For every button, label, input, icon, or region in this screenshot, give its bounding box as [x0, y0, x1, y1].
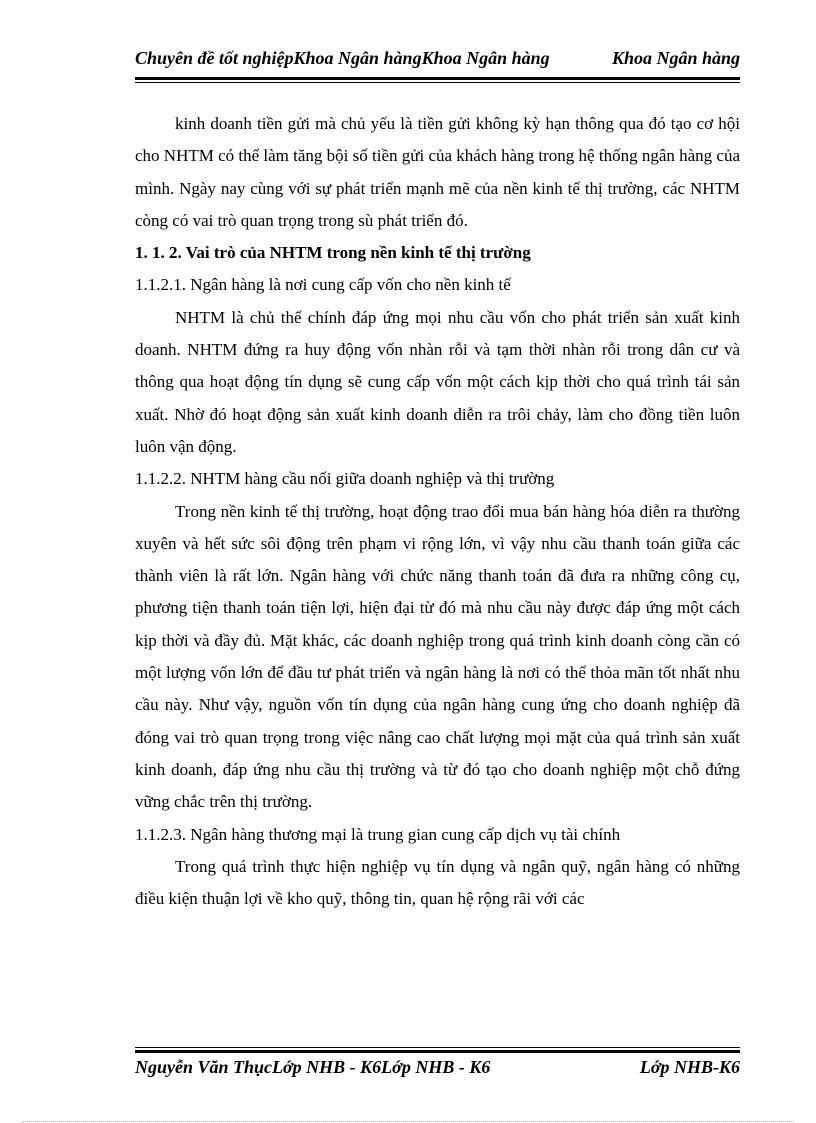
header-rule-thin: [135, 82, 740, 83]
subsection-heading-2: 1.1.2.2. NHTM hàng cầu nối giữa doanh nghiệp và thị trường: [135, 469, 555, 489]
footer-rule-thin: [135, 1047, 740, 1048]
header-right-text: Khoa Ngân hàng: [611, 48, 740, 68]
subsection-heading-3: 1.1.2.3. Ngân hàng thương mại là trung gian cung cấp dịch vụ tài chính: [135, 824, 621, 844]
paragraph-3: Trong nền kinh tế thị trường, hoạt động trao đổi mua bán hàng hóa diễn ra thường xuyên và hết sức sôi động trên phạm vi rộng lớn, vì vậy nhu cầu thanh toán giữa các thành viên là rất lớn. Ngân hàng với chức năng thanh toán đã đưa ra những công cụ, phương tiện thanh toán tiện lợi, hiện đại từ đó mà nhu cầu này được đáp ứng một cách kịp thời và đầy đủ. Mặt khác, các doanh nghiệp trong quá trình kinh doanh còng cần có một lượng vốn lớn để đầu tư phát triển và ngân hàng là nơi có thể thỏa mãn tốt nhất nhu cầu này. Như vậy, nguồn vốn tín dụng của ngân hàng cung ứng cho doanh nghiệp đã đóng vai trò quan trọng trong việc nâng cao chất lượng mọi mặt của quá trình sản xuất kinh doanh, đáp ứng nhu cầu thị trường và từ đó tạo cho doanh nghiệp một chỗ đứng vững chắc trên thị trường.: [135, 501, 740, 812]
subsection-heading-1: 1.1.2.1. Ngân hàng là nơi cung cấp vốn cho nền kinh tế: [135, 275, 511, 295]
paragraph-2: NHTM là chủ thể chính đáp ứng mọi nhu cầu vốn cho phát triển sản xuất kinh doanh. NHTM đứng ra huy động vốn nhàn rỗi và tạm thời nhàn rỗi trong dân cư và thông qua hoạt động tín dụng sẽ cung cấp vốn một cách kịp thời cho quá trình tái sản xuất. Nhờ đó hoạt động sản xuất kinh doanh diễn ra trôi chảy, làm cho đồng tiền luôn luôn vận động.: [135, 307, 740, 456]
page-header: [135, 48, 740, 76]
page-bottom-divider: [22, 1121, 794, 1122]
page-footer: [135, 1057, 740, 1083]
paragraph-4: Trong quá trình thực hiện nghiệp vụ tín dụng và ngân quỹ, ngân hàng có những điều kiện thuận lợi về kho quỹ, thông tin, quan hệ rộng rãi với các: [135, 856, 740, 909]
header-left-text: Chuyên đề tốt nghiệpKhoa Ngân hàngKhoa Ngân hàng: [135, 48, 550, 68]
footer-rule-thick: [135, 1050, 740, 1053]
page-body: [135, 108, 740, 915]
footer-left-text: Nguyễn Văn ThụcLớp NHB - K6Lớp NHB - K6: [135, 1057, 491, 1077]
footer-right-text: Lớp NHB-K6: [639, 1057, 740, 1077]
paragraph-1: kinh doanh tiền gửi mà chủ yếu là tiền gửi không kỳ hạn thông qua đó tạo cơ hội cho NHTM có thể làm tăng bội số tiền gửi của khách hàng trong hệ thống ngân hàng của mình. Ngày nay cùng với sự phát triển mạnh mẽ của nền kinh tế thị trường, các NHTM còng có vai trò quan trọng trong sù phát triển đó.: [135, 114, 741, 230]
section-heading: 1. 1. 2. Vai trò của NHTM trong nền kinh tế thị trường: [135, 243, 531, 263]
header-rule-thick: [135, 77, 740, 80]
